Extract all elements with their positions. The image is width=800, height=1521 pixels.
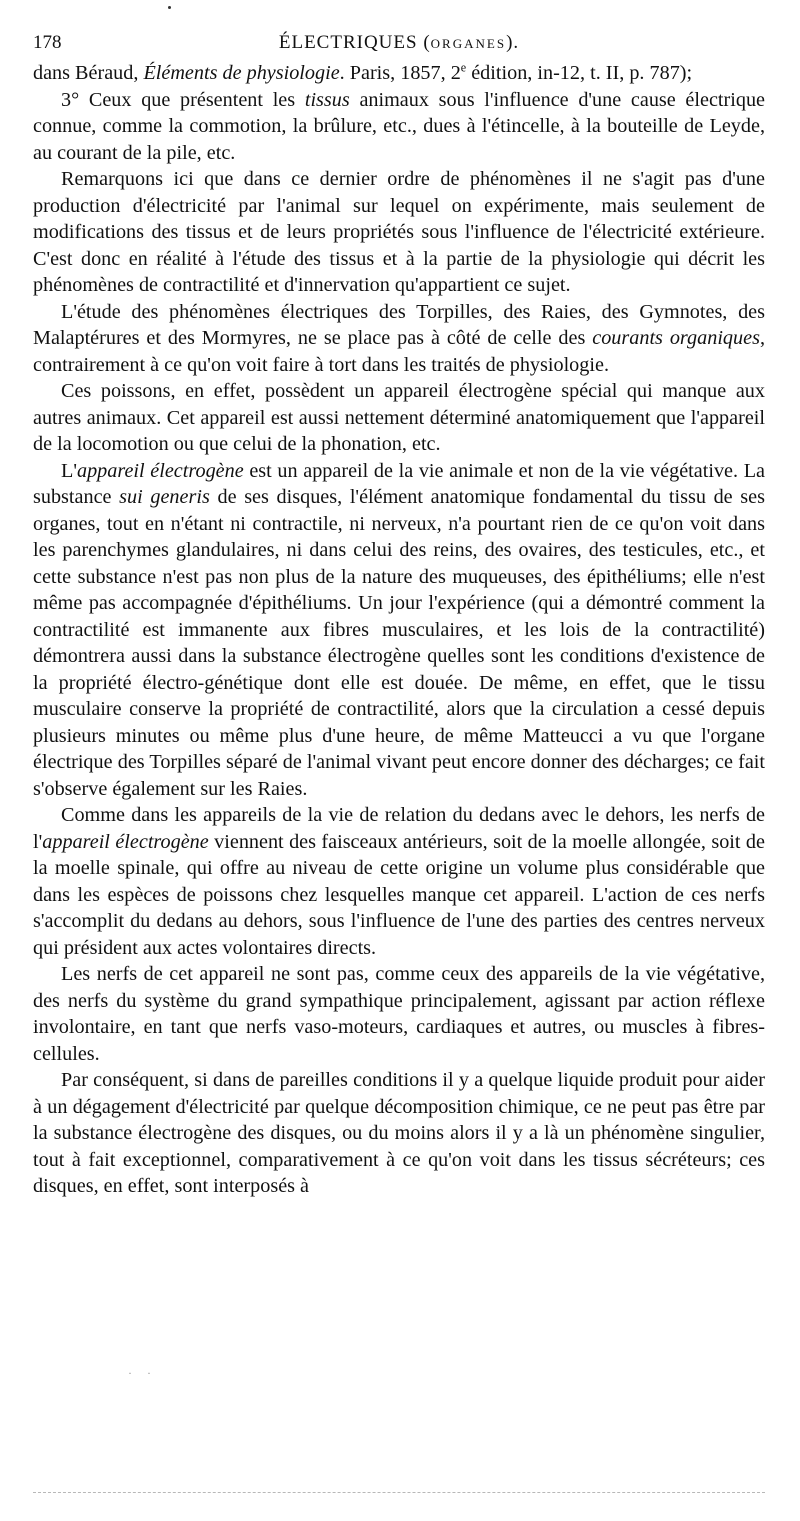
italic-run: appareil électrogène xyxy=(76,459,244,482)
paragraph xyxy=(33,458,765,803)
paragraph xyxy=(33,87,765,167)
italic-run: courants organiques xyxy=(592,327,760,349)
text-run: Remarquons ici que dans ce dernier ordre de phénomènes il ne s'agit pas d'une production d'électricité par l'animal sur lequel on expérimente, mais seulement de modifications des tissus et de leurs propriétés sous l'influence de l'électricité extérieure. C'est donc en réalité à l'étude des tissus et à la partie de la physiologie qui décrit les phénomènes de contractilité et d'innervation qu'appartient ce sujet. xyxy=(33,168,765,296)
italic-run: appareil électrogène xyxy=(42,830,209,853)
text-run: animaux sous l'influence d'une cause électrique connue, comme la commotion, la brûlure, etc., dues à l'étincelle, à la bouteille de Leyde, au courant de la pile, etc. xyxy=(33,88,766,164)
italic-run: sui generis xyxy=(119,486,210,508)
head-title-end: ). xyxy=(506,32,520,53)
paragraph xyxy=(33,166,765,299)
text-run: édition, in-12, t. II, p. 787); xyxy=(466,62,693,84)
head-title-small: ORGANES xyxy=(430,36,507,51)
paragraph xyxy=(33,299,765,379)
italic-run: Éléments de physiologie xyxy=(143,62,340,84)
text-run: viennent des faisceaux antérieurs, soit de la moelle allongée, soit de la moelle spinale, qui offre au niveau de cette origine un volume plus considérable que dans les espèces de poissons chez lesquelles manque cet appareil. L'action de ces nerfs s'accomplit du dedans au dehors, sous l'influence de l'une des parties des centres nerveux qui président aux actes volontaires directs. xyxy=(33,830,765,959)
running-head xyxy=(33,30,765,56)
text-run: dans Béraud, xyxy=(33,62,144,84)
text-run: Les nerfs de cet appareil ne sont pas, comme ceux des appareils de la vie végétative, des nerfs du système du grand sympathique principalement, agissant par action réflexe involontaire, en tant que nerfs vaso-moteurs, cardiaques et autres, ou muscles à fibres-cellules. xyxy=(33,963,765,1065)
body-text xyxy=(33,60,765,1200)
text-run: Par conséquent, si dans de pareilles conditions il y a quelque liquide produit pour aider à un dégagement d'électricité par quelque décomposition chimique, ce ne peut pas être par la substance électrogène des disques, ou du moins alors il y a là un phénomène singulier, tout à fait exceptionnel, comparativement à ce qu'on voit dans les tissus sécréteurs; ces disques, en effet, sont interposés à xyxy=(33,1069,765,1197)
paragraph xyxy=(33,961,765,1067)
italic-run: tissus xyxy=(304,88,350,111)
paragraph xyxy=(33,378,765,458)
text-run: 3° Ceux que présentent les xyxy=(61,88,305,111)
text-run: est un appareil de la vie animale et non de la vie végétative. La substance xyxy=(33,459,765,508)
bottom-rule xyxy=(33,1492,765,1493)
book-page xyxy=(33,30,765,1200)
print-specks: · · xyxy=(128,1366,157,1380)
text-run: L'étude des phénomènes électriques des Torpilles, des Raies, des Gymnotes, des Malaptérures et des Mormyres, ne se place pas à côté de celle des xyxy=(33,300,765,349)
text-run: de ses disques, l'élément anatomique fondamental du tissu de ses organes, tout en n'étant ni contractile, ni nerveux, n'a pourtant rien de ce qu'on voit dans les parenchymes glandulaires, ni dans celui des reins, des ovaires, des testicules, etc., et cette substance n'est pas non plus de la nature des muqueuses, des épithéliums; elle n'est même pas accompagnée d'épithéliums. Un jour l'expérience (qui a démontré comment la contractilité est immanente aux fibres musculaires, et les lois de la contractilité) démontrera aussi dans la substance électrogène quelles sont les conditions d'existence de la propriété électro-génétique dont elle est douée. De même, en effet, que le tissu musculaire conserve la propriété de contractilité, alors que la circulation a cessé depuis plusieurs minutes ou même plus d'une heure, de même Matteucci a vu que l'organe électrique des Torpilles séparé de l'animal vivant peut encore donner des décharges; ce fait s'observe également sur les Raies. xyxy=(33,486,765,800)
page-number: 178 xyxy=(33,32,62,53)
text-run: Ces poissons, en effet, possèdent un appareil électrogène spécial qui manque aux autres animaux. Cet appareil est aussi nettement déterminé anatomiquement que l'appareil de la locomotion ou que celui de la phonation, etc. xyxy=(33,380,765,455)
paragraph xyxy=(33,1067,765,1200)
running-head-title xyxy=(33,30,765,57)
print-speck xyxy=(168,6,171,9)
superscript-run: e xyxy=(460,60,467,75)
head-title-main: ÉLECTRIQUES ( xyxy=(278,32,431,53)
text-run: Comme dans les appareils de la vie de relation du dedans avec le dehors, les nerfs de l' xyxy=(33,804,765,853)
text-run: , contrairement à ce qu'on voit faire à tort dans les traités de physiologie. xyxy=(33,327,765,376)
paragraph xyxy=(33,60,765,87)
paragraph xyxy=(33,802,765,961)
text-run: L' xyxy=(61,459,77,482)
text-run: . Paris, 1857, 2 xyxy=(339,62,461,84)
